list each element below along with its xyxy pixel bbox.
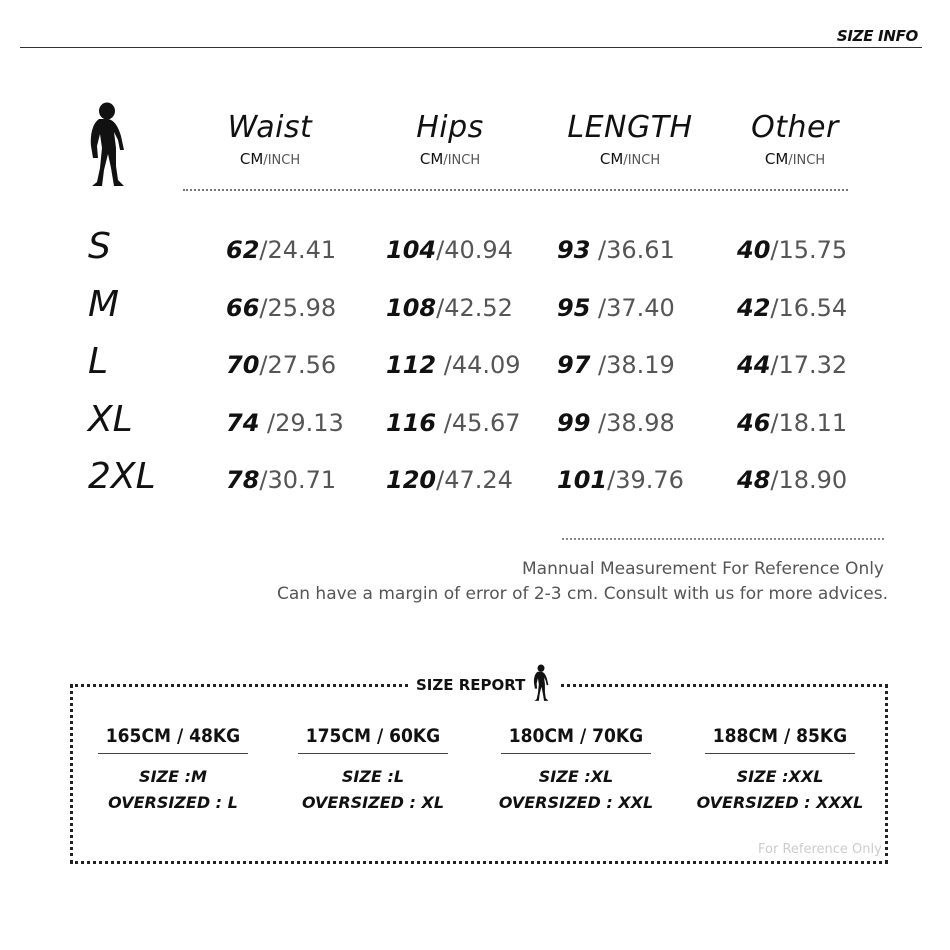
table-cell: 108/42.52: [386, 294, 513, 322]
column-header-waist: [185, 110, 355, 168]
margin-note: Can have a margin of error of 2-3 cm. Consult with us for more advices.: [276, 584, 888, 604]
size-report-item: [73, 725, 273, 816]
column-unit: CM/INCH: [239, 150, 301, 168]
table-cell: 62/24.41: [226, 236, 337, 264]
recommended-size: SIZE :M: [139, 767, 207, 786]
column-header-hips: [365, 110, 535, 168]
table-cell: 99 /38.98: [557, 409, 675, 437]
item-underline: [705, 753, 855, 754]
column-unit: CM/INCH: [764, 150, 826, 168]
oversized-size: OVERSIZED : XL: [301, 793, 445, 812]
size-label: 2XL: [88, 456, 156, 497]
oversized-size: OVERSIZED : L: [108, 793, 238, 812]
size-report-item: [680, 725, 880, 816]
table-cell: 40/15.75: [737, 236, 848, 264]
height-weight: 165CM / 48KG: [105, 725, 241, 747]
table-cell: 93 /36.61: [557, 236, 675, 264]
height-weight: 180CM / 70KG: [508, 725, 644, 747]
column-unit: CM/INCH: [419, 150, 481, 168]
table-cell: 116 /45.67: [386, 409, 521, 437]
recommended-size: SIZE :L: [341, 767, 405, 786]
table-cell: 95 /37.40: [557, 294, 675, 322]
recommended-size: SIZE :XXL: [736, 767, 824, 786]
table-cell: 70/27.56: [226, 351, 337, 379]
item-underline: [98, 753, 248, 754]
column-header-other: [710, 110, 880, 168]
page-title: SIZE INFO: [836, 27, 918, 45]
height-weight: 175CM / 60KG: [305, 725, 441, 747]
size-label: M: [88, 284, 120, 325]
height-weight: 188CM / 85KG: [712, 725, 848, 747]
table-cell: 120/47.24: [386, 466, 513, 494]
table-cell: 42/16.54: [737, 294, 848, 322]
oversized-size: OVERSIZED : XXXL: [696, 793, 864, 812]
size-label: S: [88, 226, 111, 267]
table-cell: 44/17.32: [737, 351, 848, 379]
table-cell: 104/40.94: [386, 236, 513, 264]
size-report-title: SIZE REPORT: [416, 676, 526, 694]
person-silhouette-icon: [84, 102, 130, 188]
person-silhouette-icon: [531, 660, 551, 710]
table-cell: 48/18.90: [737, 466, 848, 494]
size-label: XL: [88, 399, 133, 440]
item-underline: [501, 753, 651, 754]
oversized-size: OVERSIZED : XXL: [498, 793, 654, 812]
table-cell: 46/18.11: [737, 409, 848, 437]
table-cell: 74 /29.13: [226, 409, 344, 437]
size-report-header: [408, 668, 559, 702]
column-title: LENGTH: [567, 110, 693, 145]
column-unit: CM/INCH: [599, 150, 661, 168]
table-cell: 66/25.98: [226, 294, 337, 322]
size-report-item: [273, 725, 473, 816]
measurement-note: Mannual Measurement For Reference Only: [522, 559, 884, 579]
column-title: Other: [751, 110, 839, 145]
header-dotted-divider: [183, 189, 848, 191]
table-cell: 101/39.76: [557, 466, 684, 494]
size-report-item: [476, 725, 676, 816]
column-title: Hips: [416, 110, 484, 145]
recommended-size: SIZE :XL: [538, 767, 614, 786]
column-title: Waist: [227, 110, 313, 145]
column-header-length: [545, 110, 715, 168]
header-divider: [20, 47, 922, 48]
reference-footnote: For Reference Only: [758, 842, 882, 857]
table-cell: 97 /38.19: [557, 351, 675, 379]
size-label: L: [88, 341, 109, 382]
table-cell: 112 /44.09: [386, 351, 521, 379]
table-cell: 78/30.71: [226, 466, 337, 494]
notes-dotted-divider: [562, 538, 884, 540]
item-underline: [298, 753, 448, 754]
